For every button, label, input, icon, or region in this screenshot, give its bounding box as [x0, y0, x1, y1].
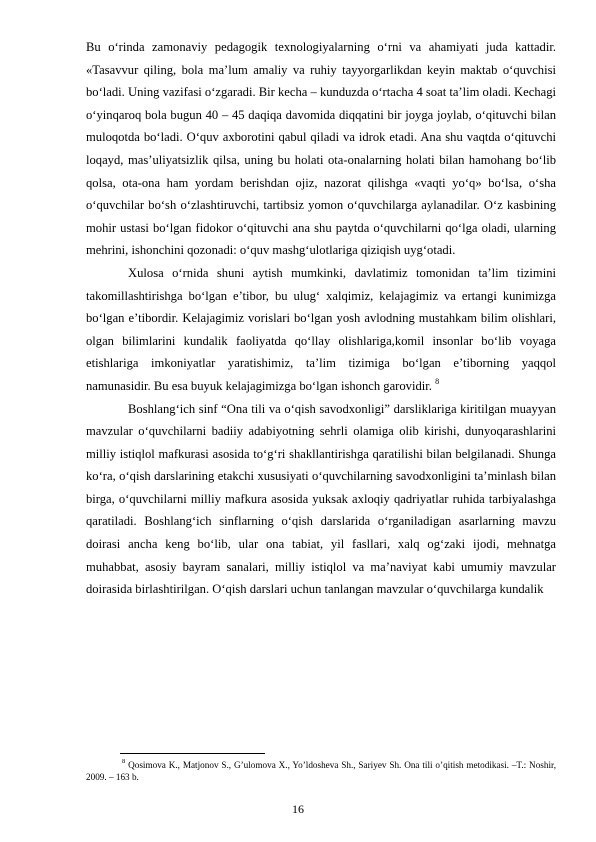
footnote-number: 8	[122, 757, 126, 765]
paragraph-2-text: Xulosa o‘rnida shuni aytish mumkinki, davlatimiz tomonidan ta’lim tizimini takomillashtirishga bo‘lgan e’tibor, bu ulug‘ xalqimiz, kelajagimiz va ertangi kunimizga bo‘lgan e’tibordir. Kelajagimiz vorislari bo‘lgan yosh avlodning mustahkam bilim olishlari, olgan bilimlarini kundalik faoliyatda qo‘llay olishlariga,komil insonlar bo‘lib voyaga etishlariga imkoniyatlar yaratishimiz, ta’lim tizimiga bo‘lgan e’tiborning yaqqol namunasidir. Bu esa buyuk kelajagimizga bo‘lgan ishonch garovidir.	[86, 265, 556, 393]
paragraph-3-text: Boshlang‘ich sinf “Ona tili va o‘qish savodxonligi” darsliklariga kiritilgan muayyan mavzular o‘quvchilarni badiiy adabiyotning sehrli olamiga olib kirishi, dunyoqarashlarini milliy istiqlol mafkurasi asosida to‘g‘ri shakllantirishga qaratilishi bilan belgilanadi. Shunga ko‘ra, o‘qish darslarining etakchi xususiyati o‘quvchilarning savodxonligini ta’minlash bilan birga, o‘quvchilarni milliy mafkura asosida yuksak axloqiy qadriyatlar ruhida tarbiyalashga qaratiladi. Boshlang‘ich sinflarning o‘qish darslarida o‘rganiladigan asarlarning mavzu doirasi ancha keng bo‘lib, ular ona tabiat, yil fasllari, xalq og‘zaki ijodi, mehnatga muhabbat, asosiy bayram sanalari, milliy istiqlol va ma’naviyat kabi umumiy mavzular doirasida birlashtirilgan. O‘qish darslari uchun tanlangan mavzular o‘quvchilarga kundalik	[86, 401, 556, 597]
body-text	[86, 36, 556, 601]
paragraph-1-text: Bu o‘rinda zamonaviy pedagogik texnologiyalarning o‘rni va ahamiyati juda kattadir. «Tasavvur qiling, bola ma’lum amaliy va ruhiy tayyorgarlikdan keyin maktab o‘quvchisi bo‘ladi. Uning vazifasi o‘zgaradi. Bir kecha – kunduzda o‘rtacha 4 soat ta’lim oladi. Kechagi o‘yinqaroq bola bugun 40 – 45 daqiqa davomida diqqatini bir joyga joylab, o‘qituvchi bilan muloqotda bo‘ladi. O‘quv axborotini qabul qiladi va idrok etadi. Ana shu vaqtda o‘qituvchi loqayd, mas’uliyatsizlik qilsa, uning bu holati ota-onalarning holati bilan hamohang bo‘lib qolsa, ota-ona ham yordam berishdan ojiz, nazorat qilishga «vaqti yo‘q» bo‘lsa, o‘sha o‘quvchilar bo‘sh o‘zlashtiruvchi, tartibsiz yomon o‘quvchilarga aylanadilar. O‘z kasbining mohir ustasi bo‘lgan fidokor o‘qituvchi ana shu paytda o‘quvchilarni qo‘lga oladi, ularning mehrini, ishonchini qozonadi: o‘quv mashg‘ulotlariga qiziqish uyg‘otadi.	[86, 40, 556, 258]
paragraph-3	[86, 398, 556, 601]
paragraph-2	[86, 262, 556, 398]
footnote-text: Qosimova K., Matjonov S., G’ulomova X., Yo’ldosheva Sh., Sariyev Sh. Ona tili o’qitish metodikasi. –T.: Noshir, 2009. – 163 b.	[86, 760, 556, 782]
footnote-divider	[120, 753, 265, 754]
page-number: 16	[292, 802, 304, 816]
paragraph-1	[86, 36, 556, 262]
footnote-reference[interactable]: 8	[435, 376, 440, 386]
footnote	[86, 759, 556, 783]
